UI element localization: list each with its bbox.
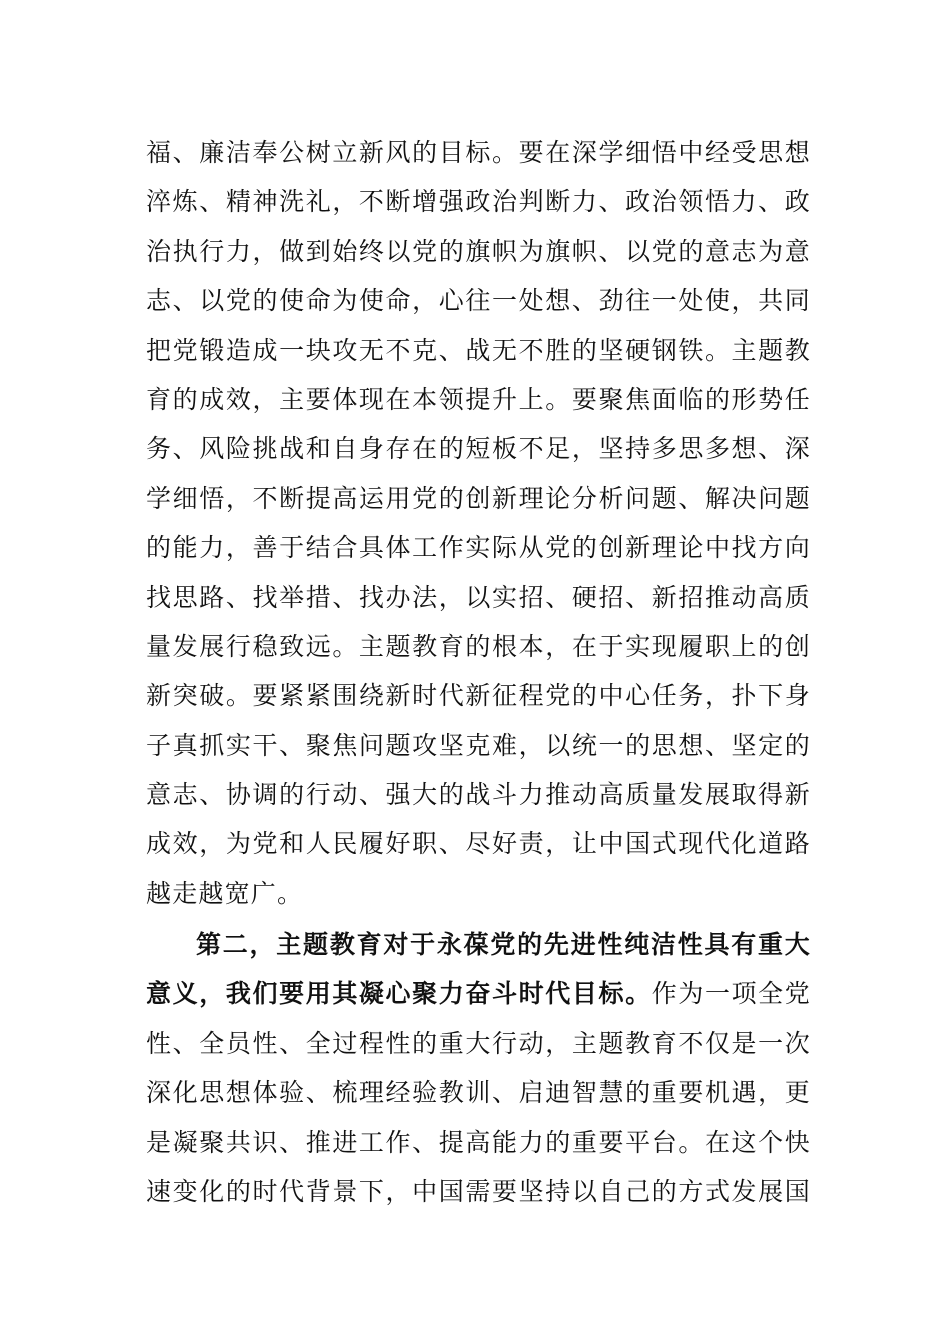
text-line: 是凝聚共识、推进工作、提高能力的重要平台。在这个快 bbox=[146, 1127, 811, 1157]
paragraph-1 bbox=[146, 128, 811, 918]
text-line: 速变化的时代背景下，中国需要坚持以自己的方式发展国 bbox=[146, 1176, 811, 1206]
text-line: 量发展行稳致远。主题教育的根本，在于实现履职上的创 bbox=[146, 631, 811, 661]
text-line: 把党锻造成一块攻无不克、战无不胜的坚硬钢铁。主题教 bbox=[146, 335, 811, 365]
text-line: 淬炼、精神洗礼，不断增强政治判断力、政治领悟力、政 bbox=[146, 187, 811, 217]
text-line: 成效，为党和人民履好职、尽好责，让中国式现代化道路 bbox=[146, 829, 811, 859]
text-line: 深化思想体验、梳理经验教训、启迪智慧的重要机遇，更 bbox=[146, 1078, 811, 1108]
heading-line-bold: 第二，主题教育对于永葆党的先进性纯洁性具有重大 bbox=[196, 930, 811, 959]
text-line: 志、以党的使命为使命，心往一处想、劲往一处使，共同 bbox=[146, 286, 811, 316]
text-line-start: 作为一项全党 bbox=[651, 979, 811, 1009]
heading-line-bold-end: 意义，我们要用其凝心聚力奋斗时代目标。 bbox=[146, 979, 652, 1009]
text-line: 找思路、找举措、找办法，以实招、硬招、新招推动高质 bbox=[146, 582, 811, 612]
text-line: 福、廉洁奉公树立新风的目标。要在深学细悟中经受思想 bbox=[146, 138, 811, 167]
text-line: 育的成效，主要体现在本领提升上。要聚焦面临的形势任 bbox=[146, 384, 811, 414]
paragraph-2 bbox=[146, 920, 811, 1216]
text-line: 子真抓实干、聚焦问题攻坚克难，以统一的思想、坚定的 bbox=[146, 730, 811, 760]
text-line: 的能力，善于结合具体工作实际从党的创新理论中找方向 bbox=[146, 533, 811, 563]
mixed-line bbox=[146, 969, 811, 1018]
text-line: 性、全员性、全过程性的重大行动，主题教育不仅是一次 bbox=[146, 1028, 811, 1058]
text-line: 务、风险挑战和自身存在的短板不足，坚持多思多想、深 bbox=[146, 434, 811, 464]
text-line: 新突破。要紧紧围绕新时代新征程党的中心任务，扑下身 bbox=[146, 681, 811, 711]
text-line: 意志、协调的行动、强大的战斗力推动高质量发展取得新 bbox=[146, 780, 811, 810]
text-line: 越走越宽广。 bbox=[146, 878, 304, 908]
text-line: 学细悟，不断提高运用党的创新理论分析问题、解决问题 bbox=[146, 483, 811, 513]
text-line: 治执行力，做到始终以党的旗帜为旗帜、以党的意志为意 bbox=[146, 236, 811, 266]
